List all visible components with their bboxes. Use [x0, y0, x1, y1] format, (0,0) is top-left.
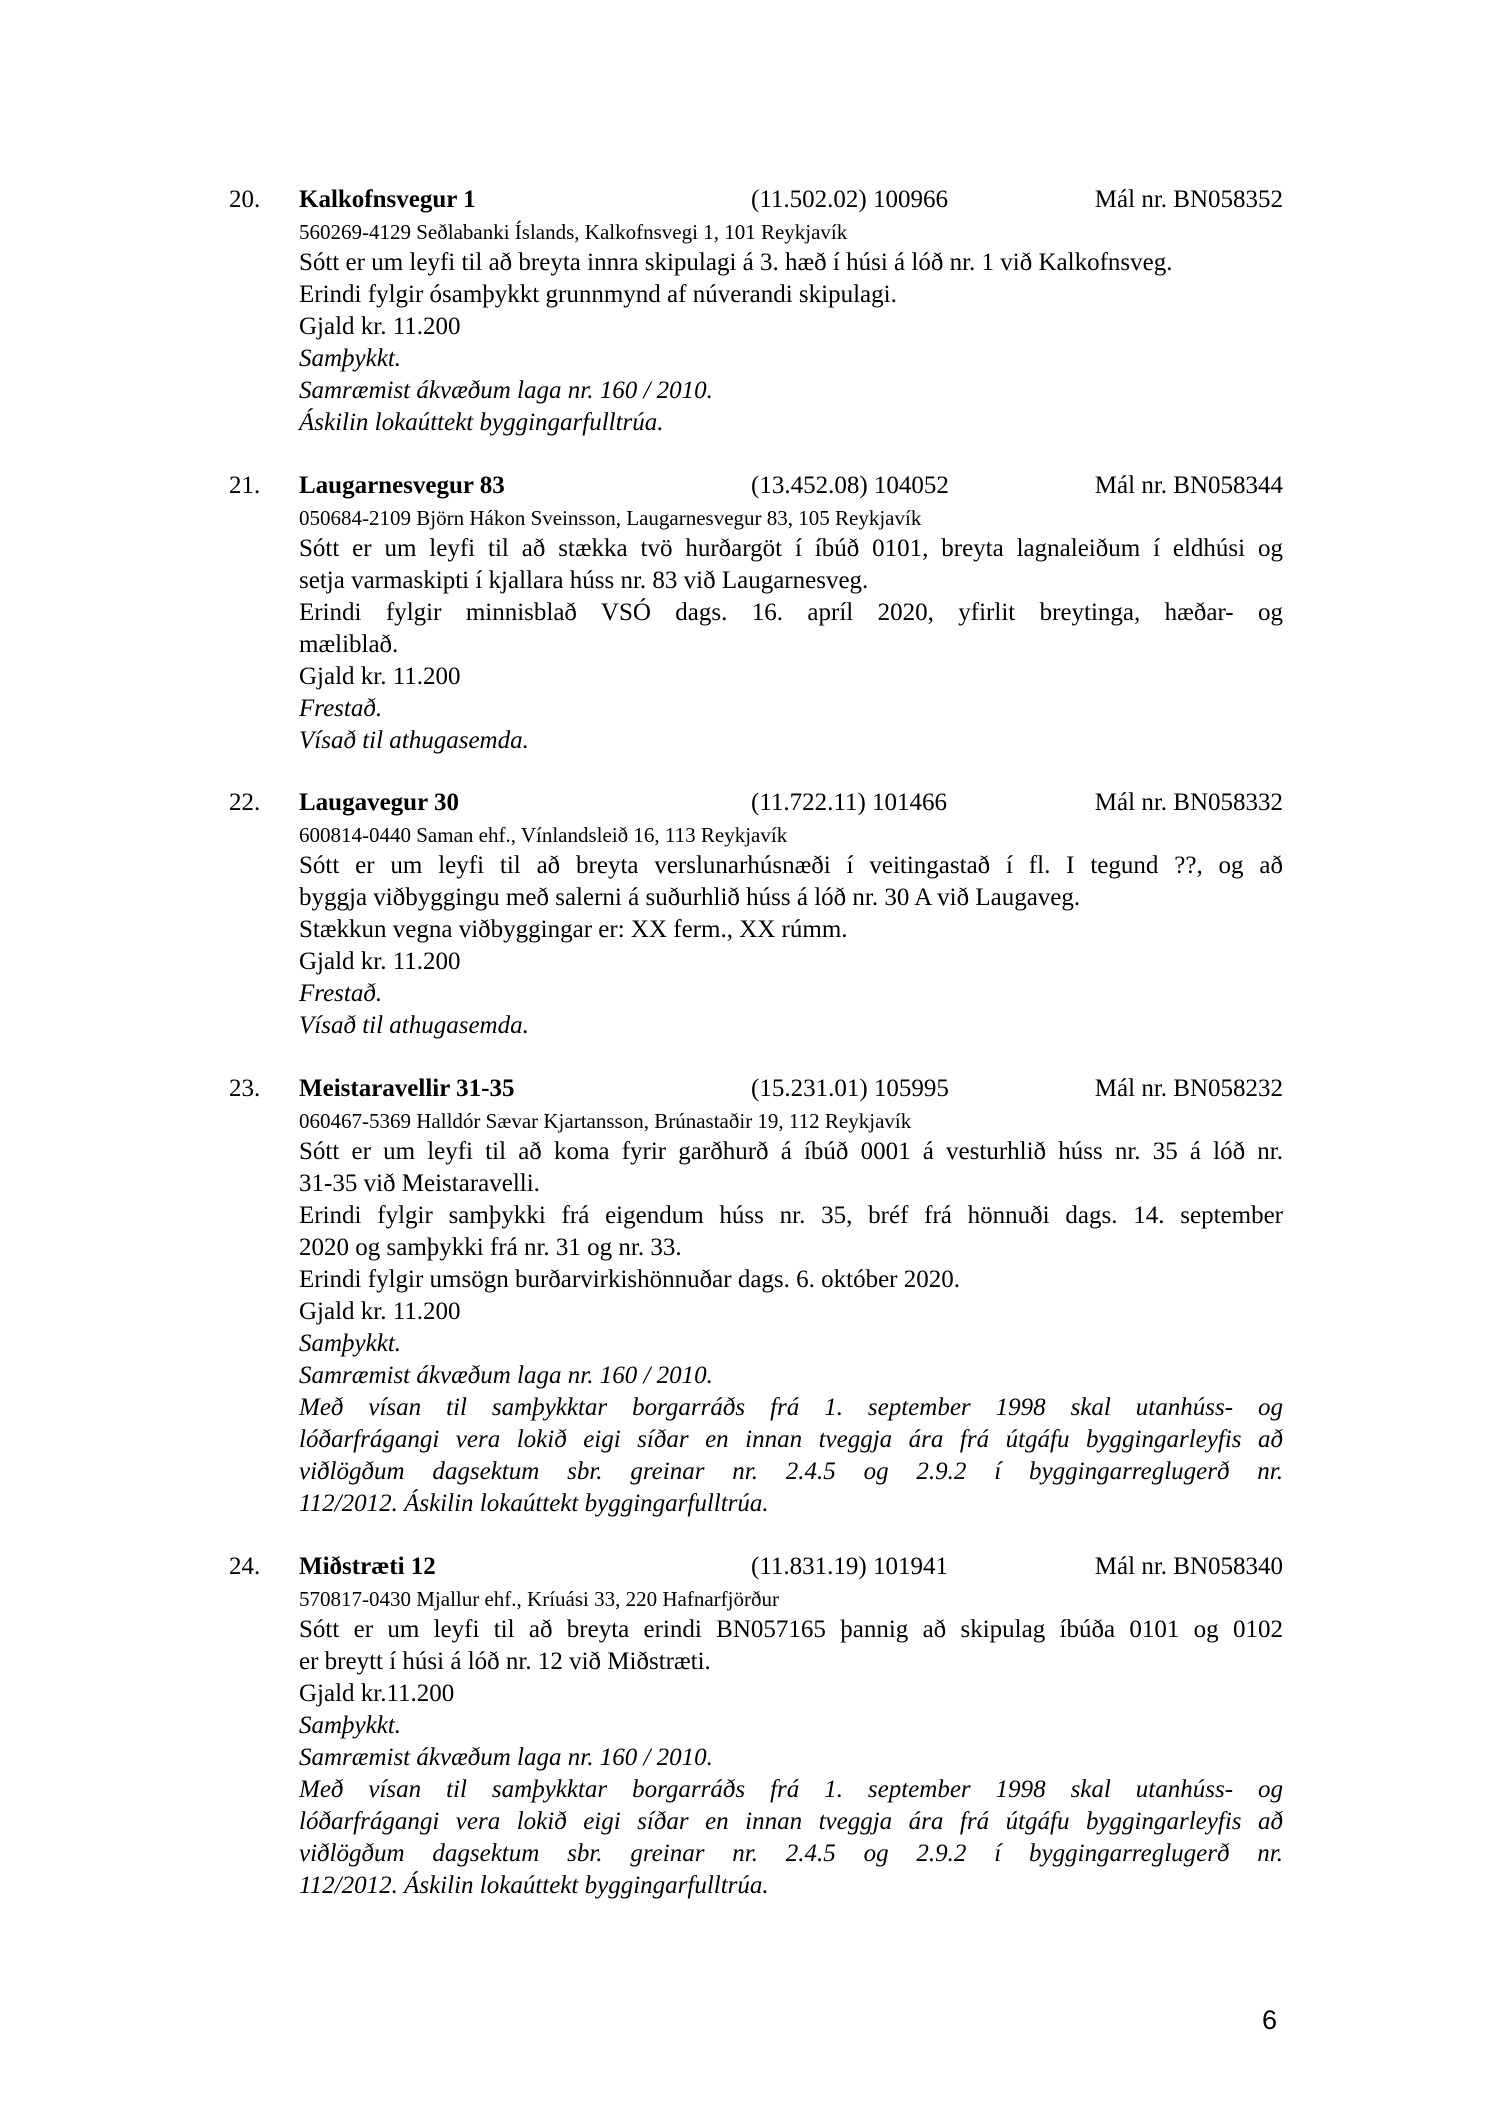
decision-line: Frestað.	[299, 980, 383, 1007]
item-body	[299, 1614, 1283, 1902]
item-header	[229, 469, 1283, 503]
body-line: Stækkun vegna viðbyggingar er: XX ferm., XX rúmm.	[299, 916, 848, 943]
body-line: Erindi fylgir samþykki frá eigendum húss nr. 35, bréf frá hönnuði dags. 14. september	[299, 1202, 1283, 1229]
decision-line: 112/2012. Áskilin lokaúttekt byggingarfulltrúa.	[299, 1490, 769, 1517]
decision-line: Frestað.	[299, 695, 383, 722]
decision-line: lóðarfrágangi vera lokið eigi síðar en innan tveggja ára frá útgáfu byggingarleyfis að	[299, 1426, 1283, 1453]
body-line: Gjald kr. 11.200	[299, 313, 461, 340]
item-case-number: Mál nr. BN058332	[1094, 789, 1283, 816]
item-street: Meistaravellir 31-35	[299, 1075, 515, 1102]
body-line: byggja viðbyggingu með salerni á suðurhlið húss á lóð nr. 30 A við Laugaveg.	[299, 884, 1081, 911]
item-street: Laugavegur 30	[299, 789, 459, 816]
item-land-number: (11.502.02) 100966	[751, 186, 948, 213]
item-applicant: 600814-0440 Saman ehf., Vínlandsleið 16, 113 Reykjavík	[299, 823, 788, 847]
body-line: Sótt er um leyfi til að breyta erindi BN057165 þannig að skipulag íbúða 0101 og 0102	[299, 1616, 1283, 1643]
item-header	[229, 786, 1283, 820]
item-number: 23.	[229, 1075, 261, 1102]
decision-line: Samræmist ákvæðum laga nr. 160 / 2010.	[299, 1744, 713, 1771]
item-body	[299, 247, 1283, 439]
body-line: Gjald kr. 11.200	[299, 663, 461, 690]
item-street: Kalkofnsvegur 1	[299, 186, 476, 213]
item-number: 20.	[229, 186, 261, 213]
item-header	[229, 1072, 1283, 1106]
body-line: 31-35 við Meistaravelli.	[299, 1170, 540, 1197]
decision-line: Vísað til athugasemda.	[299, 727, 529, 754]
item-applicant: 060467-5369 Halldór Sævar Kjartansson, Brúnastaðir 19, 112 Reykjavík	[299, 1109, 912, 1133]
agenda-item-23	[229, 1072, 1283, 1520]
item-land-number: (11.831.19) 101941	[751, 1553, 948, 1580]
decision-line: 112/2012. Áskilin lokaúttekt byggingarfulltrúa.	[299, 1872, 769, 1899]
body-line: er breytt í húsi á lóð nr. 12 við Miðstræti.	[299, 1648, 711, 1675]
agenda-item-22	[229, 786, 1283, 1042]
item-body	[299, 850, 1283, 1042]
page-number: 6	[1262, 2005, 1278, 2035]
item-street: Laugarnesvegur 83	[299, 472, 505, 499]
item-header	[229, 183, 1283, 217]
item-body	[299, 533, 1283, 757]
item-land-number: (11.722.11) 101466	[751, 789, 948, 816]
item-header	[229, 1550, 1283, 1584]
decision-line: Samþykkt.	[299, 1712, 402, 1739]
body-line: Sótt er um leyfi til að koma fyrir garðhurð á íbúð 0001 á vesturhlið húss nr. 35 á lóð nr.	[299, 1138, 1283, 1165]
item-case-number: Mál nr. BN058340	[1094, 1553, 1283, 1580]
item-land-number: (13.452.08) 104052	[751, 472, 949, 499]
item-body	[299, 1136, 1283, 1520]
decision-line: Samþykkt.	[299, 1330, 402, 1357]
decision-line: Samþykkt.	[299, 345, 402, 372]
body-line: Sótt er um leyfi til að breyta innra skipulagi á 3. hæð í húsi á lóð nr. 1 við Kalkofnsveg.	[299, 249, 1173, 276]
agenda-item-24	[229, 1550, 1283, 1902]
decision-line: Áskilin lokaúttekt byggingarfulltrúa.	[299, 409, 664, 436]
body-line: 2020 og samþykki frá nr. 31 og nr. 33.	[299, 1234, 682, 1261]
decision-line: lóðarfrágangi vera lokið eigi síðar en innan tveggja ára frá útgáfu byggingarleyfis að	[299, 1808, 1283, 1835]
item-case-number: Mál nr. BN058344	[1094, 472, 1283, 499]
decision-line: Samræmist ákvæðum laga nr. 160 / 2010.	[299, 377, 713, 404]
decision-line: Með vísan til samþykktar borgarráðs frá 1. september 1998 skal utanhúss- og	[299, 1394, 1283, 1421]
body-line: Gjald kr. 11.200	[299, 948, 461, 975]
item-case-number: Mál nr. BN058232	[1094, 1075, 1283, 1102]
decision-line: Vísað til athugasemda.	[299, 1012, 529, 1039]
body-line: Sótt er um leyfi til að stækka tvö hurðargöt í íbúð 0101, breyta lagnaleiðum í eldhúsi og	[299, 535, 1283, 562]
body-line: Erindi fylgir minnisblað VSÓ dags. 16. apríl 2020, yfirlit breytinga, hæðar- og	[299, 599, 1283, 626]
item-number: 21.	[229, 472, 261, 499]
item-number: 24.	[229, 1553, 261, 1580]
item-applicant: 050684-2109 Björn Hákon Sveinsson, Laugarnesvegur 83, 105 Reykjavík	[299, 506, 922, 530]
decision-line: Samræmist ákvæðum laga nr. 160 / 2010.	[299, 1362, 713, 1389]
body-line: Erindi fylgir ósamþykkt grunnmynd af núverandi skipulagi.	[299, 281, 897, 308]
item-number: 22.	[229, 789, 261, 816]
decision-line: Með vísan til samþykktar borgarráðs frá 1. september 1998 skal utanhúss- og	[299, 1776, 1283, 1803]
body-line: setja varmaskipti í kjallara húss nr. 83 við Laugarnesveg.	[299, 567, 869, 594]
body-line: mæliblað.	[299, 631, 399, 658]
item-case-number: Mál nr. BN058352	[1094, 186, 1283, 213]
item-applicant: 560269-4129 Seðlabanki Íslands, Kalkofnsvegi 1, 101 Reykjavík	[299, 220, 848, 244]
item-street: Miðstræti 12	[299, 1553, 436, 1580]
body-line: Sótt er um leyfi til að breyta verslunarhúsnæði í veitingastað í fl. I tegund ??, og að	[299, 852, 1283, 879]
body-line: Erindi fylgir umsögn burðarvirkishönnuðar dags. 6. október 2020.	[299, 1266, 961, 1293]
item-land-number: (15.231.01) 105995	[751, 1075, 949, 1102]
decision-line: viðlögðum dagsektum sbr. greinar nr. 2.4.5 og 2.9.2 í byggingarreglugerð nr.	[299, 1840, 1283, 1867]
decision-line: viðlögðum dagsektum sbr. greinar nr. 2.4.5 og 2.9.2 í byggingarreglugerð nr.	[299, 1458, 1283, 1485]
item-applicant: 570817-0430 Mjallur ehf., Kríuási 33, 220 Hafnarfjörður	[299, 1587, 779, 1611]
agenda-item-21	[229, 469, 1283, 757]
body-line: Gjald kr.11.200	[299, 1680, 455, 1707]
agenda-item-20	[229, 183, 1283, 439]
body-line: Gjald kr. 11.200	[299, 1298, 461, 1325]
